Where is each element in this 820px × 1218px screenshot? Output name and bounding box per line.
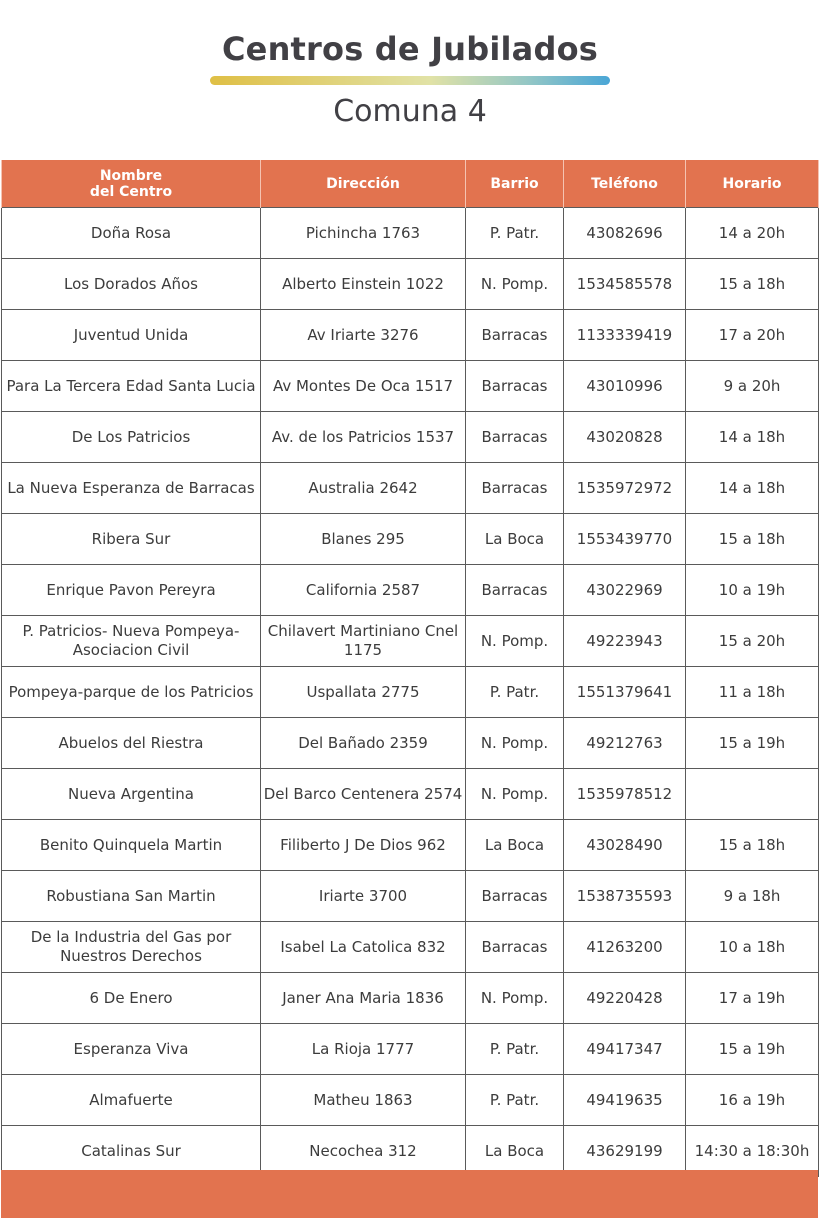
page-title: Centros de Jubilados — [221, 30, 599, 68]
cell-barrio: Barracas — [466, 871, 564, 922]
cell-hours: 14 a 20h — [686, 208, 819, 259]
cell-name: Los Dorados Años — [2, 259, 261, 310]
cell-barrio: P. Patr. — [466, 1024, 564, 1075]
cell-barrio: P. Patr. — [466, 667, 564, 718]
cell-name: Para La Tercera Edad Santa Lucia — [2, 361, 261, 412]
cell-address: Uspallata 2775 — [261, 667, 466, 718]
cell-hours: 14 a 18h — [686, 412, 819, 463]
table-row — [2, 1024, 819, 1075]
table-row — [2, 922, 819, 973]
column-header-hours: Horario — [686, 160, 819, 208]
cell-barrio: La Boca — [466, 820, 564, 871]
cell-hours: 9 a 18h — [686, 871, 819, 922]
cell-name: Nueva Argentina — [2, 769, 261, 820]
cell-phone: 49223943 — [564, 616, 686, 667]
cell-barrio: Barracas — [466, 463, 564, 514]
column-header-name-line1: Nombre — [99, 167, 163, 184]
cell-phone: 49419635 — [564, 1075, 686, 1126]
cell-barrio: Barracas — [466, 310, 564, 361]
cell-hours: 15 a 19h — [686, 718, 819, 769]
cell-name: P. Patricios- Nueva Pompeya- Asociacion Civil — [2, 616, 261, 667]
cell-name: La Nueva Esperanza de Barracas — [2, 463, 261, 514]
cell-barrio: Barracas — [466, 565, 564, 616]
cell-name: Benito Quinquela Martin — [2, 820, 261, 871]
centers-table — [1, 160, 819, 1177]
cell-phone: 1534585578 — [564, 259, 686, 310]
table-row — [2, 1075, 819, 1126]
cell-hours: 10 a 18h — [686, 922, 819, 973]
cell-address: Av Iriarte 3276 — [261, 310, 466, 361]
title-gradient-underline — [210, 76, 610, 85]
table-header-row — [2, 160, 819, 208]
table-row — [2, 259, 819, 310]
column-header-name-line2: del Centro — [89, 183, 173, 200]
table-body — [2, 208, 819, 1177]
cell-phone: 43629199 — [564, 1126, 686, 1177]
cell-hours: 15 a 18h — [686, 820, 819, 871]
cell-hours: 16 a 19h — [686, 1075, 819, 1126]
cell-name: Doña Rosa — [2, 208, 261, 259]
table-row — [2, 667, 819, 718]
column-header-barrio: Barrio — [466, 160, 564, 208]
cell-address: Del Bañado 2359 — [261, 718, 466, 769]
cell-name: De la Industria del Gas por Nuestros Derechos — [2, 922, 261, 973]
cell-phone: 49212763 — [564, 718, 686, 769]
cell-hours: 15 a 18h — [686, 259, 819, 310]
cell-address: Av Montes De Oca 1517 — [261, 361, 466, 412]
cell-name: De Los Patricios — [2, 412, 261, 463]
cell-phone: 1551379641 — [564, 667, 686, 718]
cell-address: Janer Ana Maria 1836 — [261, 973, 466, 1024]
cell-name: Catalinas Sur — [2, 1126, 261, 1177]
cell-hours: 14:30 a 18:30h — [686, 1126, 819, 1177]
cell-barrio: N. Pomp. — [466, 718, 564, 769]
cell-address: Iriarte 3700 — [261, 871, 466, 922]
cell-name: Pompeya-parque de los Patricios — [2, 667, 261, 718]
cell-barrio: N. Pomp. — [466, 616, 564, 667]
table-row — [2, 820, 819, 871]
table-row — [2, 208, 819, 259]
cell-address: Av. de los Patricios 1537 — [261, 412, 466, 463]
cell-hours: 11 a 18h — [686, 667, 819, 718]
cell-phone: 1535978512 — [564, 769, 686, 820]
cell-phone: 1538735593 — [564, 871, 686, 922]
cell-address: Pichincha 1763 — [261, 208, 466, 259]
cell-address: La Rioja 1777 — [261, 1024, 466, 1075]
page-subtitle: Comuna 4 — [333, 94, 487, 129]
cell-barrio: N. Pomp. — [466, 973, 564, 1024]
cell-name: Juventud Unida — [2, 310, 261, 361]
cell-barrio: P. Patr. — [466, 1075, 564, 1126]
cell-phone: 43020828 — [564, 412, 686, 463]
cell-barrio: Barracas — [466, 412, 564, 463]
cell-address: Filiberto J De Dios 962 — [261, 820, 466, 871]
cell-address: Del Barco Centenera 2574 — [261, 769, 466, 820]
cell-barrio: N. Pomp. — [466, 769, 564, 820]
cell-address: Chilavert Martiniano Cnel 1175 — [261, 616, 466, 667]
cell-phone: 1535972972 — [564, 463, 686, 514]
table-row — [2, 616, 819, 667]
table-row — [2, 718, 819, 769]
cell-hours: 15 a 20h — [686, 616, 819, 667]
cell-hours: 14 a 18h — [686, 463, 819, 514]
cell-hours: 9 a 20h — [686, 361, 819, 412]
table-row — [2, 769, 819, 820]
footer-bar — [1, 1170, 818, 1218]
table-row — [2, 310, 819, 361]
table-row — [2, 871, 819, 922]
cell-name: Abuelos del Riestra — [2, 718, 261, 769]
cell-hours: 17 a 19h — [686, 973, 819, 1024]
cell-barrio: Barracas — [466, 361, 564, 412]
cell-barrio: La Boca — [466, 514, 564, 565]
table-row — [2, 514, 819, 565]
cell-phone: 43022969 — [564, 565, 686, 616]
cell-name: Ribera Sur — [2, 514, 261, 565]
table-row — [2, 463, 819, 514]
cell-address: Necochea 312 — [261, 1126, 466, 1177]
cell-name: Enrique Pavon Pereyra — [2, 565, 261, 616]
table-row — [2, 412, 819, 463]
cell-barrio: N. Pomp. — [466, 259, 564, 310]
cell-address: California 2587 — [261, 565, 466, 616]
cell-phone: 49417347 — [564, 1024, 686, 1075]
table-row — [2, 565, 819, 616]
cell-phone: 1133339419 — [564, 310, 686, 361]
cell-name: Esperanza Viva — [2, 1024, 261, 1075]
cell-hours: 15 a 19h — [686, 1024, 819, 1075]
cell-barrio: P. Patr. — [466, 208, 564, 259]
cell-hours: 15 a 18h — [686, 514, 819, 565]
cell-name: 6 De Enero — [2, 973, 261, 1024]
column-header-name — [2, 160, 261, 208]
cell-hours: 10 a 19h — [686, 565, 819, 616]
table-row — [2, 361, 819, 412]
column-header-address: Dirección — [261, 160, 466, 208]
cell-hours: 17 a 20h — [686, 310, 819, 361]
cell-hours — [686, 769, 819, 820]
cell-address: Australia 2642 — [261, 463, 466, 514]
table-row — [2, 973, 819, 1024]
cell-name: Robustiana San Martin — [2, 871, 261, 922]
column-header-phone: Teléfono — [564, 160, 686, 208]
table-row — [2, 1126, 819, 1177]
cell-address: Isabel La Catolica 832 — [261, 922, 466, 973]
cell-phone: 1553439770 — [564, 514, 686, 565]
cell-phone: 41263200 — [564, 922, 686, 973]
cell-phone: 43082696 — [564, 208, 686, 259]
cell-barrio: La Boca — [466, 1126, 564, 1177]
cell-phone: 43028490 — [564, 820, 686, 871]
cell-address: Blanes 295 — [261, 514, 466, 565]
cell-name: Almafuerte — [2, 1075, 261, 1126]
cell-phone: 43010996 — [564, 361, 686, 412]
cell-address: Matheu 1863 — [261, 1075, 466, 1126]
cell-address: Alberto Einstein 1022 — [261, 259, 466, 310]
cell-phone: 49220428 — [564, 973, 686, 1024]
cell-barrio: Barracas — [466, 922, 564, 973]
